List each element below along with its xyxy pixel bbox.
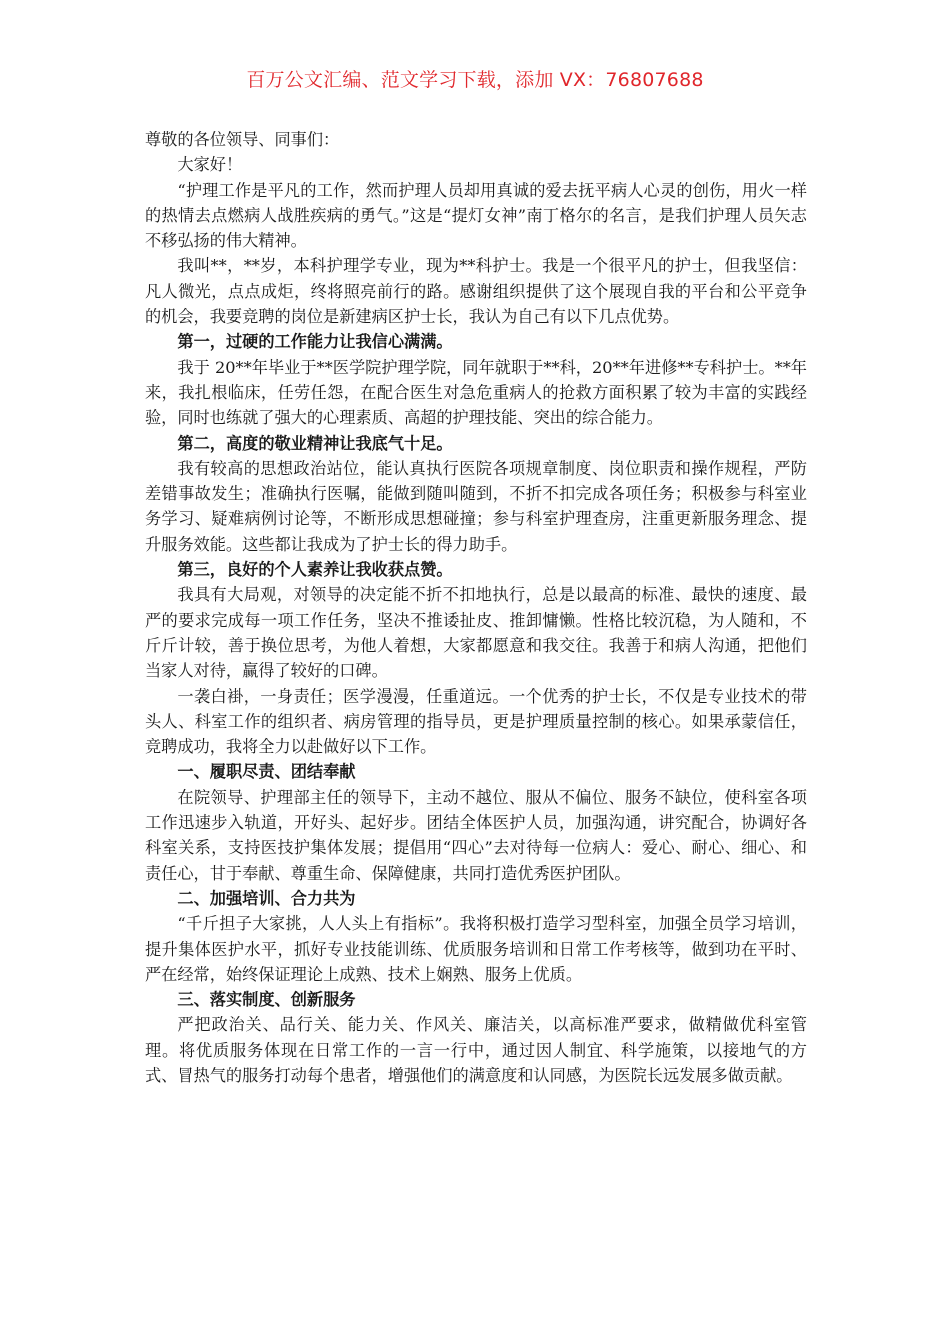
salutation: 尊敬的各位领导、同事们： [145,130,340,149]
paragraph: 我叫**，**岁，本科护理学专业，现为**科护士。我是一个很平凡的护士，但我坚信：凡人微光，点点成炬，终将照亮前行的路。感谢组织提供了这个展现自我的平台和公平竞争的机会，我要竞聘的岗位是新建病区护士长，我认为自己有以下几点优势。 [145,256,807,327]
paragraph: 我有较高的思想政治站位，能认真执行医院各项规章制度、岗位职责和操作规程，严防差错事故发生；准确执行医嘱，能做到随叫随到，不折不扣完成各项任务；积极参与科室业务学习、疑难病例讨论等，不断形成思想碰撞；参与科室护理查房，注重更新服务理念、提升服务效能。这些都让我成为了护士长的得力助手。 [145,458,807,554]
paragraph: 我具有大局观，对领导的决定能不折不扣地执行，总是以最高的标准、最快的速度、最严的要求完成每一项工作任务，坚决不推诿扯皮、推卸慵懒。性格比较沉稳，为人随和，不斤斤计较，善于换位思考，为他人着想，大家都愿意和我交往。我善于和病人沟通，把他们当家人对待，赢得了较好的口碑。 [145,585,807,681]
paragraph: 一袭白褂，一身责任；医学漫漫，任重道远。一个优秀的护士长，不仅是专业技术的带头人、科室工作的组织者、病房管理的指导员，更是护理质量控制的核心。如果承蒙信任，竞聘成功，我将全力以赴做好以下工作。 [145,686,807,757]
header-banner: 百万公文汇编、范文学习下载，添加 VX：76807688 [246,69,704,91]
greeting: 大家好！ [177,155,243,175]
section-heading: 三、落实制度、创新服务 [177,990,356,1010]
paragraph: 我于 20**年毕业于**医学院护理学院，同年就职于**科，20**年进修**专科护士。**年来，我扎根临床，任劳任怨，在配合医生对急危重病人的抢救方面积累了较为丰富的实践经验，同时也练就了强大的心理素质、高超的护理技能、突出的综合能力。 [145,357,807,428]
section-heading: 一、履职尽责、团结奉献 [177,762,356,782]
section-heading: 第二，高度的敬业精神让我底气十足。 [177,433,453,453]
paragraph: “护理工作是平凡的工作，然而护理人员却用真诚的爱去抚平病人心灵的创伤，用火一样的热情去点燃病人战胜疾病的勇气。”这是“提灯女神”南丁格尔的名言，是我们护理人员矢志不移弘扬的伟大精神。 [145,180,807,251]
paragraph: “千斤担子大家挑，人人头上有指标”。我将积极打造学习型科室，加强全员学习培训，提升集体医护水平，抓好专业技能训练、优质服务培训和日常工作考核等，做到功在平时、严在经常，始终保证理论上成熟、技术上娴熟、服务上优质。 [145,914,807,984]
paragraph: 严把政治关、品行关、能力关、作风关、廉洁关，以高标准严要求，做精做优科室管理。将优质服务体现在日常工作的一言一行中，通过因人制宜、科学施策，以接地气的方式、冒热气的服务打动每个患者，增强他们的满意度和认同感，为医院长远发展多做贡献。 [145,1015,807,1085]
section-heading: 二、加强培训、合力共为 [177,888,356,908]
section-heading: 第一，过硬的工作能力让我信心满满。 [177,332,453,352]
paragraph: 在院领导、护理部主任的领导下，主动不越位、服从不偏位、服务不缺位，使科室各项工作迅速步入轨道，开好头、起好步。团结全体医护人员，加强沟通，讲究配合，协调好各科室关系，支持医技护集体发展；提倡用“四心”去对待每一位病人：爱心、耐心、细心、和责任心，甘于奉献、尊重生命、保障健康，共同打造优秀医护团队。 [145,787,807,883]
section-heading: 第三，良好的个人素养让我收获点赞。 [177,560,453,580]
speech-body [145,127,807,1088]
